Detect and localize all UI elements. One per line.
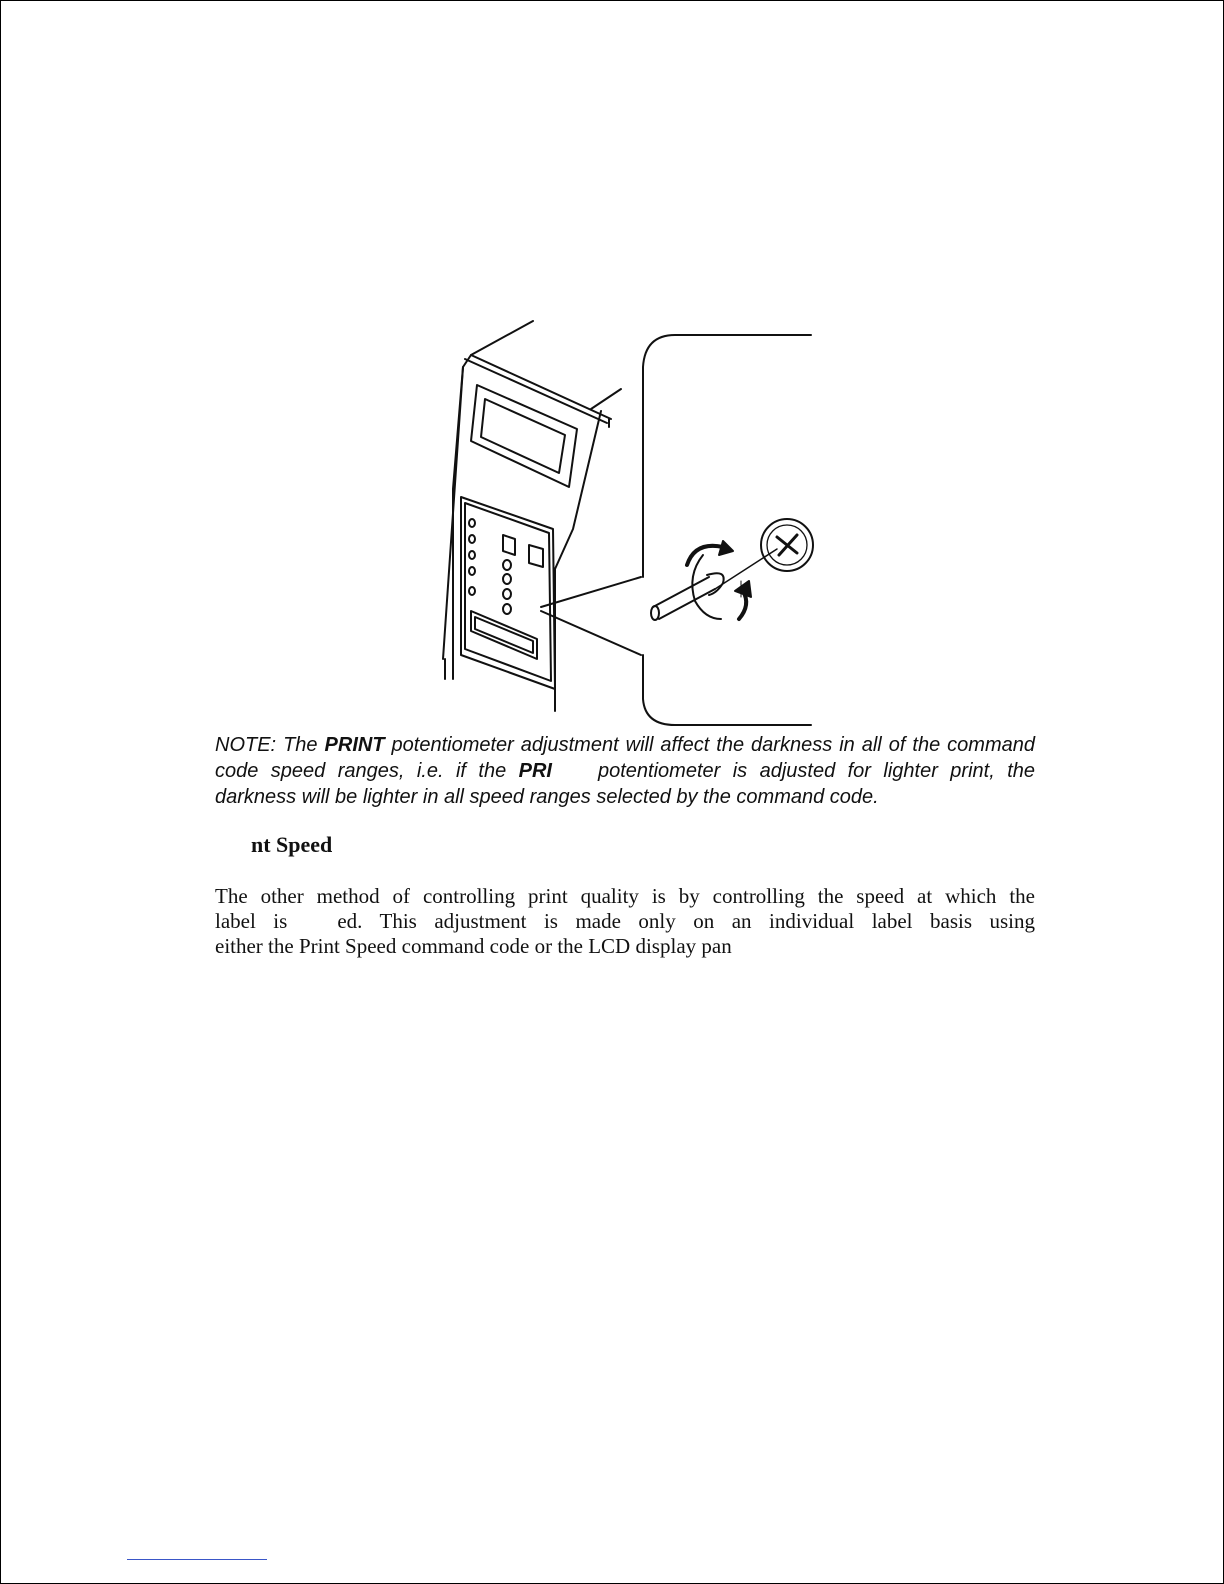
body-line-2-end: ed. This adjustment is made only on an individual label basis using bbox=[337, 909, 1035, 933]
note-prefix: NOTE: The bbox=[215, 734, 325, 756]
note-paragraph bbox=[215, 732, 1035, 810]
body-line-3: either the Print Speed command code or the LCD display pan bbox=[215, 934, 732, 958]
body-line-2-start: label is bbox=[215, 909, 288, 933]
note-bold-print: PRINT bbox=[324, 734, 385, 756]
note-bold-pri: PRI bbox=[518, 760, 552, 782]
footnote-rule bbox=[127, 1559, 267, 1560]
note-text-end: potentiometer is adjusted for lighter print, the darkness will be lighter in all speed ranges selected by the command code. bbox=[215, 760, 1035, 808]
printer-potentiometer-icon bbox=[441, 319, 821, 731]
body-line-2 bbox=[215, 909, 1035, 934]
note-text-middle: potentiometer adjustment will affect the darkness in all of the command code speed ranges, i.e. if the bbox=[215, 734, 1035, 782]
printer-illustration bbox=[441, 319, 821, 731]
body-paragraph bbox=[215, 884, 1035, 959]
section-heading: nt Speed bbox=[251, 832, 333, 857]
body-line-1: The other method of controlling print quality is by controlling the speed at which the bbox=[215, 884, 1035, 908]
